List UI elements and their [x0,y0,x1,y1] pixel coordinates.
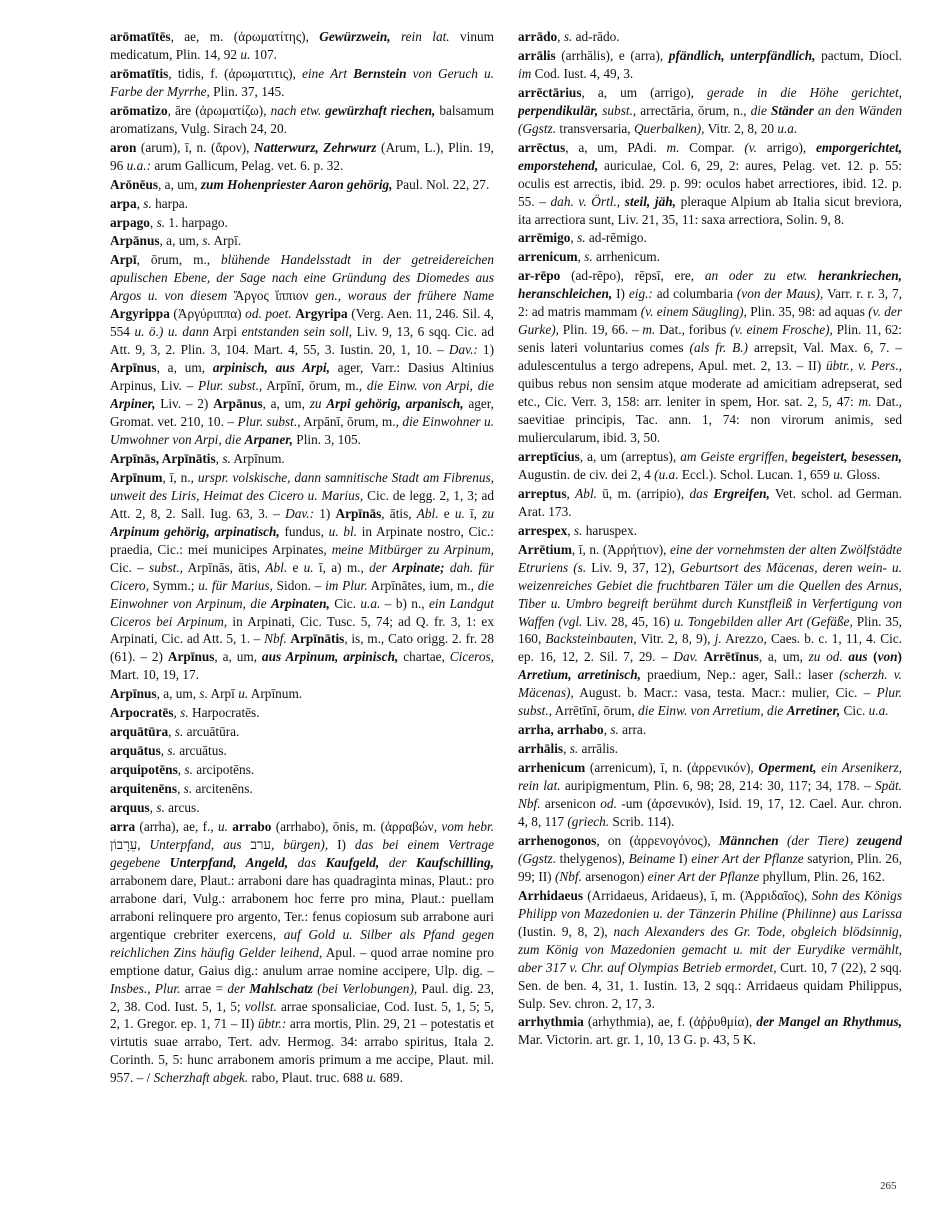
dictionary-entry [110,685,494,703]
dictionary-entry [518,832,902,886]
entry-headword: arquātus [110,743,161,759]
entry-body: , s. arrālis. [563,741,619,757]
entry-body: (arrha), ae, f., u. arrabo (arrhabo), ōnis, m. (ἀρραβών, vom hebr. עֵרָבוֹן, Unterpfand, aus ערב, bürgen), I) das bei einem Vertrage gegebene Unterpfand, Angeld, das Kaufgeld, der Kaufschilling, arrabonem dare, Plaut.: arraboni dare has quadraginta minas, Plaut.: pro arrabone dari, Vulg.: arrabonem hoc ferre pro mina, Plaut.: puellam arraboni relinquere pro argento, Ter.: fenus copiosum sub arrabone auri argentique crebriter exercens, auf Gold u. Silber als Pfand gegen reichlichen Zins häufig Gelder leihend, Apul. – quod arrae nomine pro emptione datur, Gaius dig.: anulum arrae nomine accipere, Ulp. dig. – Insbes., Plur. arrae = der Mahlschatz (bei Verlobungen), Paul. dig. 23, 2, 38. Cod. Iust. 5, 1, 5; vollst. arrae sponsaliciae, Cod. Iust. 5, 1, 5; 5, 2, 1. Gregor. ep. 1, 71 – II) übtr.: arra mortis, Plin. 29, 21 – potestatis et virtutis suae arrabo, Tert. adv. Hermog. 34: arrabo spiritus, Itala 2. Corinth. 5, 5: hunc arrabonem amoris primum a me accipe, Plaut. mil. 957. – / Scherzhaft abgek. rabo, Plaut. truc. 688 u. 689. [110,818,494,1086]
dictionary-entry [110,469,494,684]
dictionary-entry [518,740,902,758]
entry-body: , s. ad-rādo. [557,29,620,44]
entry-headword: arrhythmia [518,1014,584,1030]
dictionary-entry [110,139,494,175]
dictionary-entry [518,541,902,721]
dictionary-entry [518,267,902,447]
dictionary-entry [110,195,494,213]
entry-headword: arrēctārius [518,84,582,100]
entry-body: , a, um, zum Hohenpriester Aaron gehörig, Paul. Nol. 22, 27. [158,176,490,192]
page-number: 265 [880,1180,897,1192]
entry-body: , a, um (arrigo), gerade in die Höhe gerichtet, perpendikulär, subst., arrectāria, ōrum, n., die Ständer an den Wänden (Ggstz. transversaria, Querbalken), Vitr. 2, 8, 20 u.a. [518,84,902,136]
entry-body: (arhythmia), ae, f. (ἀῤῥυθμία), der Mangel an Rhythmus, Mar. Victorin. art. gr. 1, 10, 13 G. p. 43, 5 K. [518,1014,902,1048]
entry-body: , s. ad-rēmigo. [570,230,647,246]
dictionary-entry [110,780,494,798]
entry-headword: arōmatītis [110,65,169,81]
entry-headword: arrhenicum [518,760,586,776]
entry-body: (Arridaeus, Aridaeus), ī, m. (Ἀρριδαῖος), Sohn des Königs Philipp von Mazedonien u. der Tänzerin Philine (Philinne) aus Larissa (Iustin. 9, 8, 2), nach Alexanders des Gr. Tode, obgleich blödsinnig, zum König von Mazedonien gemacht u. mit der Eurydike vermählt, aber 317 v. Chr. auf Olympias Betrieb ermordet, Curt. 10, 7 (22), 2 sqq. Sen. de ben. 4, 31, 1. Iustin. 13, 2 sqq.: Arridaeus quidam Philippus, Sulp. Sev. chron. 2, 17, 3. [518,887,902,1011]
entry-headword: arrādo [518,29,558,44]
dictionary-entry [110,176,494,194]
dictionary-entry [110,214,494,232]
entry-body: (arum), ī, n. (ἄρον), Natterwurz, Zehrwurz (Arum, L.), Plin. 19, 96 u.a.: arum Gallicum, Pelag. vet. 6. p. 32. [110,139,494,173]
entry-body: , a, um, s. Arpī u. Arpīnum. [156,686,303,702]
left-column [110,28,494,1178]
entry-body: , on (ἀρρενογόνος), Männchen (der Tiere) zeugend (Ggstz. thelygenos), Beiname I) einer Art der Pflanze satyrion, Plin. 26, 99; II) (Nbf. arsenogon) einer Art der Pflanze phyllum, Plin. 26, 162. [518,832,902,884]
entry-body: (ad-rēpo), rēpsī, ere, an oder zu etw. herankriechen, heranschleichen, I) eig.: ad columbaria (von der Maus), Varr. r. r. 3, 7, 2: ad matris mammam (v. einem Säugling), Plin. 35, 98: ad aquas (v. der Gurke), Plin. 19, 66. – m. Dat., foribus (v. einem Frosche), Plin. 11, 62: senis lateri voluntarius comes (als fr. B.) arrepsit, Val. Max. 6, 7. – adulescentulus a tergo adrepens, Apul. met. 2, 13. – II) übtr., v. Pers., quibus rebus non sensim atque moderate ad amicitiam adrepserat, sed etc., Cic. Verr. 3, 158: arr. leniter in spem, Hor. sat. 2, 5, 47: m. Dat., saevitiae principis, Tac. ann. 1, 74: non virorum animis, sed muliercularum, ibid. 3, 50. [518,268,902,445]
entry-body: , s. Arpīnum. [215,450,285,466]
entry-body: , s. arcipotēns. [177,762,255,778]
entry-headword: arrālis [518,47,556,63]
entry-headword: arōmatītēs [110,29,171,44]
entry-headword: arra [110,818,136,834]
entry-body: , s. arcitenēns. [177,781,253,797]
dictionary-entry [110,251,494,448]
dictionary-entry [518,759,902,831]
entry-body: , s. arra. [603,722,647,738]
entry-headword: arreptus [518,485,567,501]
dictionary-entry [518,522,902,540]
entry-headword: Arōnēus [110,176,159,192]
dictionary-entry [518,28,902,46]
entry-body: , tidis, f. (ἀρωματιτις), eine Art Bernstein von Geruch u. Farbe der Myrrhe, Plin. 37, 145. [110,65,494,99]
entry-headword: arrēctus [518,139,566,155]
entry-body: (arrenicum), ī, n. (ἀρρενικόν), Operment, ein Arsenikerz, rein lat. auripigmentum, Plin. 6, 98; 28, 214: 30, 117; 34, 178. – Spät. Nbf. arsenicon od. -um (ἀρσενικόν), Isid. 19, 17, 12. Cael. Aur. chron. 4, 8, 117 (griech. Scrib. 114). [518,760,902,829]
dictionary-entry [518,1013,902,1049]
entry-headword: arquus [110,800,150,816]
entry-body: , s. arcuātūra. [168,724,240,740]
entry-body: , Abl. ū, m. (arripio), das Ergreifen, Vet. schol. ad German. Arat. 173. [518,485,902,519]
entry-headword: arrhālis [518,741,564,757]
dictionary-entry [518,721,902,739]
entry-headword: arquātūra [110,724,169,740]
entry-headword: arrhenogonos [518,832,597,848]
entry-headword: arrha, arrhabo [518,722,604,738]
entry-body: (arrhālis), e (arra), pfändlich, unterpfändlich, pactum, Diocl. im Cod. Iust. 4, 49, 3. [518,47,902,81]
entry-body: , s. 1. harpago. [149,214,228,230]
dictionary-entry [110,65,494,101]
dictionary-entry [518,448,902,484]
entry-headword: arrēmigo [518,230,571,246]
dictionary-entry [110,761,494,779]
entry-headword: Arpīnās, Arpīnātis [110,450,216,466]
entry-body: , s. Harpocratēs. [173,705,260,721]
entry-body: , s. arrhenicum. [577,249,660,265]
entry-headword: Arpānus [110,233,160,249]
dictionary-entry [518,84,902,138]
dictionary-entry [110,102,494,138]
dictionary-entry [518,887,902,1013]
entry-headword: ar-rēpo [518,268,561,284]
entry-body: , s. arcus. [149,800,200,816]
entry-headword: arōmatizo [110,102,168,118]
entry-headword: arquitenēns [110,781,177,797]
dictionary-entry [110,28,494,64]
entry-body: , a, um, PAdi. m. Compar. (v. arrigo), emporgerichtet, emporstehend, auriculae, Col. 6, 29, 2: aures, Pelag. vet. 12. p. 55: oculis est arrectis, ibid. 29. p. 99: oculos habet arrectiores, ibid. 12. p. 55. – dah. v. Örtl., steil, jäh, pleraque Alpium ab Italia sicut breviora, ita arrectiora sunt, Liv. 21, 35, 11: saxa arrectiora, Solin. 9, 8. [518,139,902,227]
entry-body: , ī, n. (Ἀρρήτιον), eine der vornehmsten der alten Zwölfstädte Etruriens (s. Liv. 9, 37, 12), Geburtsort des Mäcenas, deren wein- u. weizenreiches Gebiet die fruchtbaren Täler um die Quellen des Arnus, Tiber u. Umbro begreift berühmt durch Kunstfleiß in Verfertigung von Waffen (vgl. Liv. 28, 45, 16) u. Tongebilden aller Art (Gefäße, Plin. 35, 160, Backsteinbauten, Vitr. 2, 8, 9), j. Arezzo, Caes. b. c. 1, 11, 4. Cic. ep. 16, 12, 2. Sil. 7, 29. – Dav. Arrētīnus, a, um, zu od. aus (von) Arretium, arretinisch, praedium, Nep.: ager, Sall.: laser (scherzh. v. Mäcenas), August. b. Macr.: vasa, testa. Macr.: mulier, Cic. – Plur. subst., Arrētīnī, ōrum, die Einw. von Arretium, die Arretiner, Cic. u.a. [518,541,902,719]
entry-body: , ōrum, m., blühende Handelsstadt in der getreidereichen apulischen Ebene, der Sage nach eine Gründung des Diomedes aus Argos u. von diesem Ἄργος ἵππιον gen., woraus der frühere Name Argyrippa (Ἀργύριππα) od. poet. Argyripa (Verg. Aen. 11, 246. Sil. 4, 554 u. ö.) u. dann Arpi entstanden sein soll, Liv. 9, 13, 6 sqq. Cic. ad Att. 9, 3, 2. Plin. 3, 104. Mart. 4, 55, 3. Iustin. 20, 1, 10. – Dav.: 1) Arpīnus, a, um, arpinisch, aus Arpi, ager, Varr.: Dasius Altinius Arpinus, Liv. – Plur. subst., Arpīnī, ōrum, m., die Einw. von Arpi, die Arpiner, Liv. – 2) Arpānus, a, um, zu Arpi gehörig, arpanisch, ager, Gromat. vet. 210, 10. – Plur. subst., Arpānī, ōrum, m., die Einwohner u. Umwohner von Arpi, die Arpaner, Plin. 3, 105. [110,252,494,447]
entry-headword: arrenicum [518,249,578,265]
entry-headword: Arpīnum [110,469,163,485]
entry-headword: Arrhidaeus [518,887,584,903]
dictionary-entry [110,704,494,722]
entry-headword: arreptīcius [518,448,580,464]
entry-headword: aron [110,139,137,155]
dictionary-entry [518,485,902,521]
entry-body: , s. haruspex. [567,522,638,538]
entry-body: , ī, n., urspr. volskische, dann samnitische Stadt am Fibrenus, unweit des Liris, Heimat des Cicero u. Marius, Cic. de legg. 2, 1, 3; ad Att. 2, 8, 2. Sall. Iug. 63, 3. – Dav.: 1) Arpīnās, ātis, Abl. e u. ī, zu Arpinum gehörig, arpinatisch, fundus, u. bl. in Arpinate nostro, Cic.: praedia, Cic.: mei municipes Arpinates, meine Mitbürger zu Arpinum, Cic. – subst., Arpīnās, ātis, Abl. e u. ī, a) m., der Arpinate; dah. für Cicero, Symm.; u. für Marius, Sidon. – im Plur. Arpīnātes, ium, m., die Einwohner von Arpinum, die Arpinaten, Cic. u.a. – b) n., ein Landgut Ciceros bei Arpinum, in Arpinati, Cic. Tusc. 5, 74; ad Q. fr. 3, 1: ex Arpinati, Cic. ad Att. 5, 1. – Nbf. Arpīnātis, is, m., Cato origg. 2. fr. 28 (61). – 2) Arpīnus, a, um, aus Arpinum, arpinisch, chartae, Ciceros, Mart. 10, 19, 17. [110,469,494,683]
entry-headword: arpago [110,214,150,230]
dictionary-entry [518,229,902,247]
entry-headword: Arpī [110,252,137,268]
entry-headword: Arrētium [518,541,572,557]
entry-headword: arquipotēns [110,762,178,778]
entry-headword: Arpocratēs [110,705,174,721]
entry-body: , s. harpa. [136,195,188,211]
dictionary-entry [110,232,494,250]
dictionary-entry [518,47,902,83]
dictionary-entry [110,818,494,1087]
entry-headword: arrespex [518,522,568,538]
dictionary-entry [110,799,494,817]
entry-headword: Arpīnus [110,686,157,702]
dictionary-entry [110,450,494,468]
right-column [518,28,902,1178]
entry-body: , s. arcuātus. [160,743,227,759]
entry-body: , a, um (arreptus), am Geiste ergriffen, begeistert, besessen, Augustin. de civ. dei 2, 4 (u.a. Eccl.). Schol. Lucan. 1, 659 u. Gloss. [518,448,902,482]
dictionary-entry [518,139,902,229]
entry-body: , ae, m. (ἀρωματίτης), Gewürzwein, rein lat. vinum medicatum, Plin. 14, 92 u. 107. [110,29,494,62]
entry-headword: arpa [110,195,137,211]
dictionary-entry [110,742,494,760]
dictionary-entry [518,248,902,266]
entry-body: , a, um, s. Arpī. [159,233,242,249]
dictionary-entry [110,723,494,741]
entry-body: , āre (ἀρωματίζω), nach etw. gewürzhaft riechen, balsamum aromatizans, Vulg. Sirach 24, 20. [110,102,494,136]
